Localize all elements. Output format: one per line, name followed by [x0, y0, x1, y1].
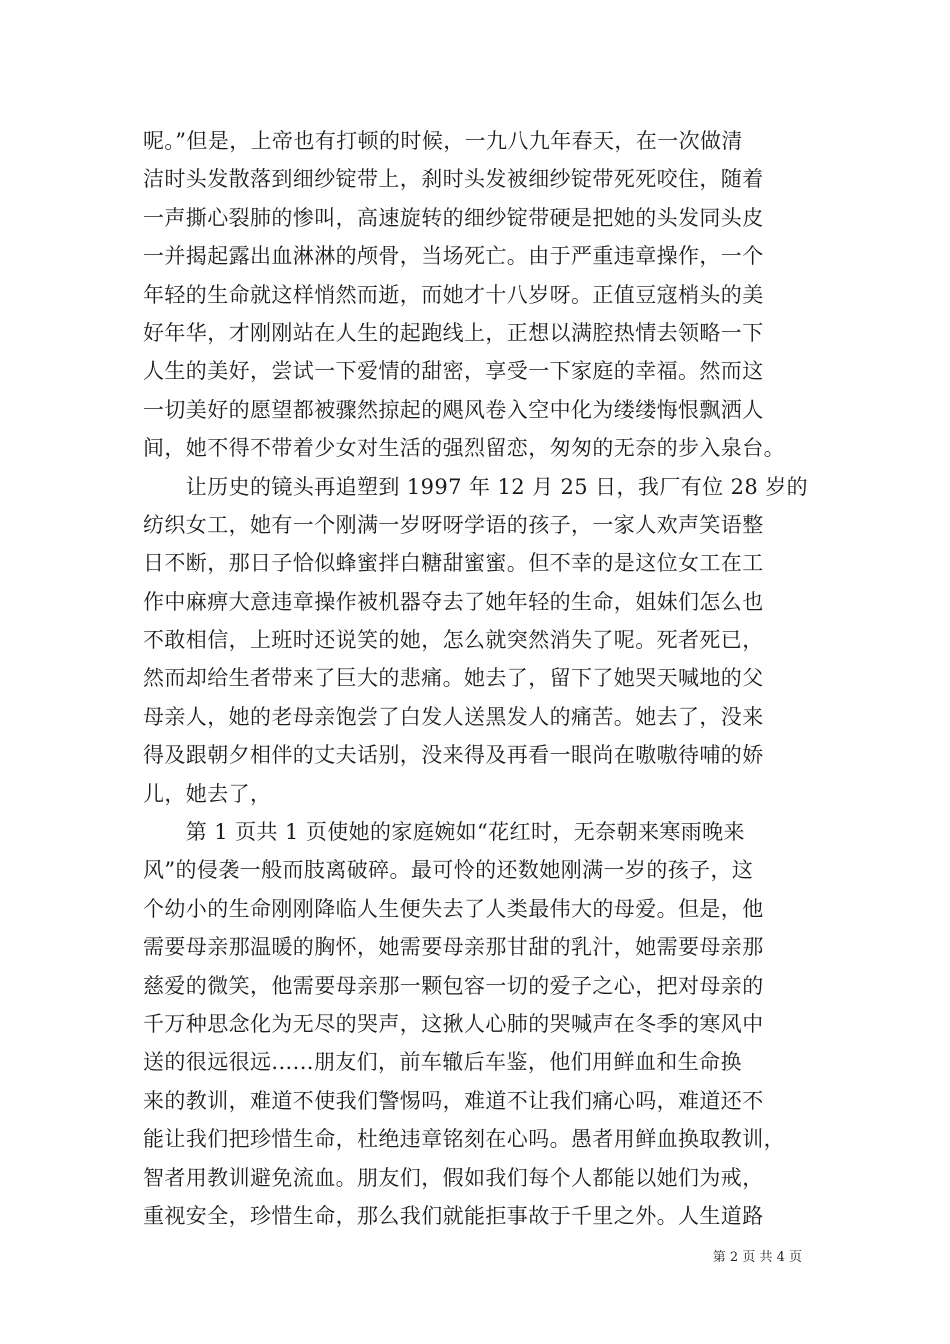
text-line: 智者用教训避免流血。朋友们，假如我们每个人都能以她们为戒， [143, 1165, 764, 1190]
text-line: 重视安全，珍惜生命，那么我们就能拒事故于千里之外。人生道路 [143, 1203, 764, 1228]
text-line: 送的很远很远......朋友们，前车辙后车鉴，他们用鲜血和生命换 [143, 1050, 742, 1075]
text-line: 需要母亲那温暖的胸怀，她需要母亲那甘甜的乳汁，她需要母亲那 [143, 935, 764, 960]
text-line: 一声撕心裂肺的惨叫，高速旋转的细纱锭带硬是把她的头发同头皮 [143, 205, 764, 230]
text-line: 第 1 页共 1 页使她的家庭婉如“花红时，无奈朝来寒雨晚来 [143, 820, 745, 845]
text-line: 儿，她去了， [143, 781, 272, 806]
body-text [143, 122, 823, 1235]
text-line: 间，她不得不带着少女对生活的强烈留恋，匆匆的无奈的步入泉台。 [143, 436, 785, 461]
text-line: 洁时头发散落到细纱锭带上，刹时头发被细纱锭带死死咬住，随着 [143, 167, 764, 192]
text-line: 风”的侵袭一般而肢离破碎。最可怜的还数她刚满一岁的孩子，这 [143, 858, 754, 883]
text-line: 然而却给生者带来了巨大的悲痛。她去了，留下了她哭天喊地的父 [143, 666, 764, 691]
text-line: 不敢相信，上班时还说笑的她，怎么就突然消失了呢。死者死已， [143, 628, 764, 653]
text-line: 年轻的生命就这样悄然而逝，而她才十八岁呀。正值豆寇梢头的美 [143, 282, 764, 307]
text-line: 呢。”但是，上帝也有打顿的时候，一九八九年春天，在一次做清 [143, 129, 743, 153]
text-line: 能让我们把珍惜生命，杜绝违章铭刻在心吗。愚者用鲜血换取教训， [143, 1127, 785, 1152]
text-line: 来的教训，难道不使我们警惕吗，难道不让我们痛心吗，难道还不 [143, 1088, 764, 1113]
text-line: 作中麻痹大意违章操作被机器夺去了她年轻的生命，姐妹们怎么也 [143, 589, 764, 614]
text-line: 千万种思念化为无尽的哭声，这揪人心肺的哭喊声在冬季的寒风中 [143, 1011, 764, 1036]
text-line: 母亲人，她的老母亲饱尝了白发人送黑发人的痛苦。她去了，没来 [143, 704, 764, 729]
text-line: 个幼小的生命刚刚降临人生便失去了人类最伟大的母爱。但是，他 [143, 896, 764, 921]
text-line: 纺织女工，她有一个刚满一岁呀呀学语的孩子，一家人欢声笑语整 [143, 512, 764, 537]
text-line: 慈爱的微笑，他需要母亲那一颗包容一切的爱子之心，把对母亲的 [143, 973, 764, 998]
text-line: 一并揭起露出血淋淋的颅骨，当场死亡。由于严重违章操作，一个 [143, 244, 764, 269]
text-line: 好年华，才刚刚站在人生的起跑线上，正想以满腔热情去领略一下 [143, 320, 764, 345]
page-number-footer: 第 2 页 共 4 页 [712, 1250, 802, 1265]
text-line: 人生的美好，尝试一下爱情的甜密，享受一下家庭的幸福。然而这 [143, 359, 764, 384]
text-line: 一切美好的愿望都被骤然掠起的飓风卷入空中化为缕缕悔恨飘洒人 [143, 397, 764, 422]
text-line: 让历史的镜头再追塑到 1997 年 12 月 25 日，我厂有位 28 岁的 [143, 474, 809, 499]
text-line: 得及跟朝夕相伴的丈夫话别，没来得及再看一眼尚在嗷嗷待哺的娇 [143, 743, 764, 768]
text-line: 日不断，那日子恰似蜂蜜拌白糖甜蜜蜜。但不幸的是这位女工在工 [143, 551, 764, 576]
